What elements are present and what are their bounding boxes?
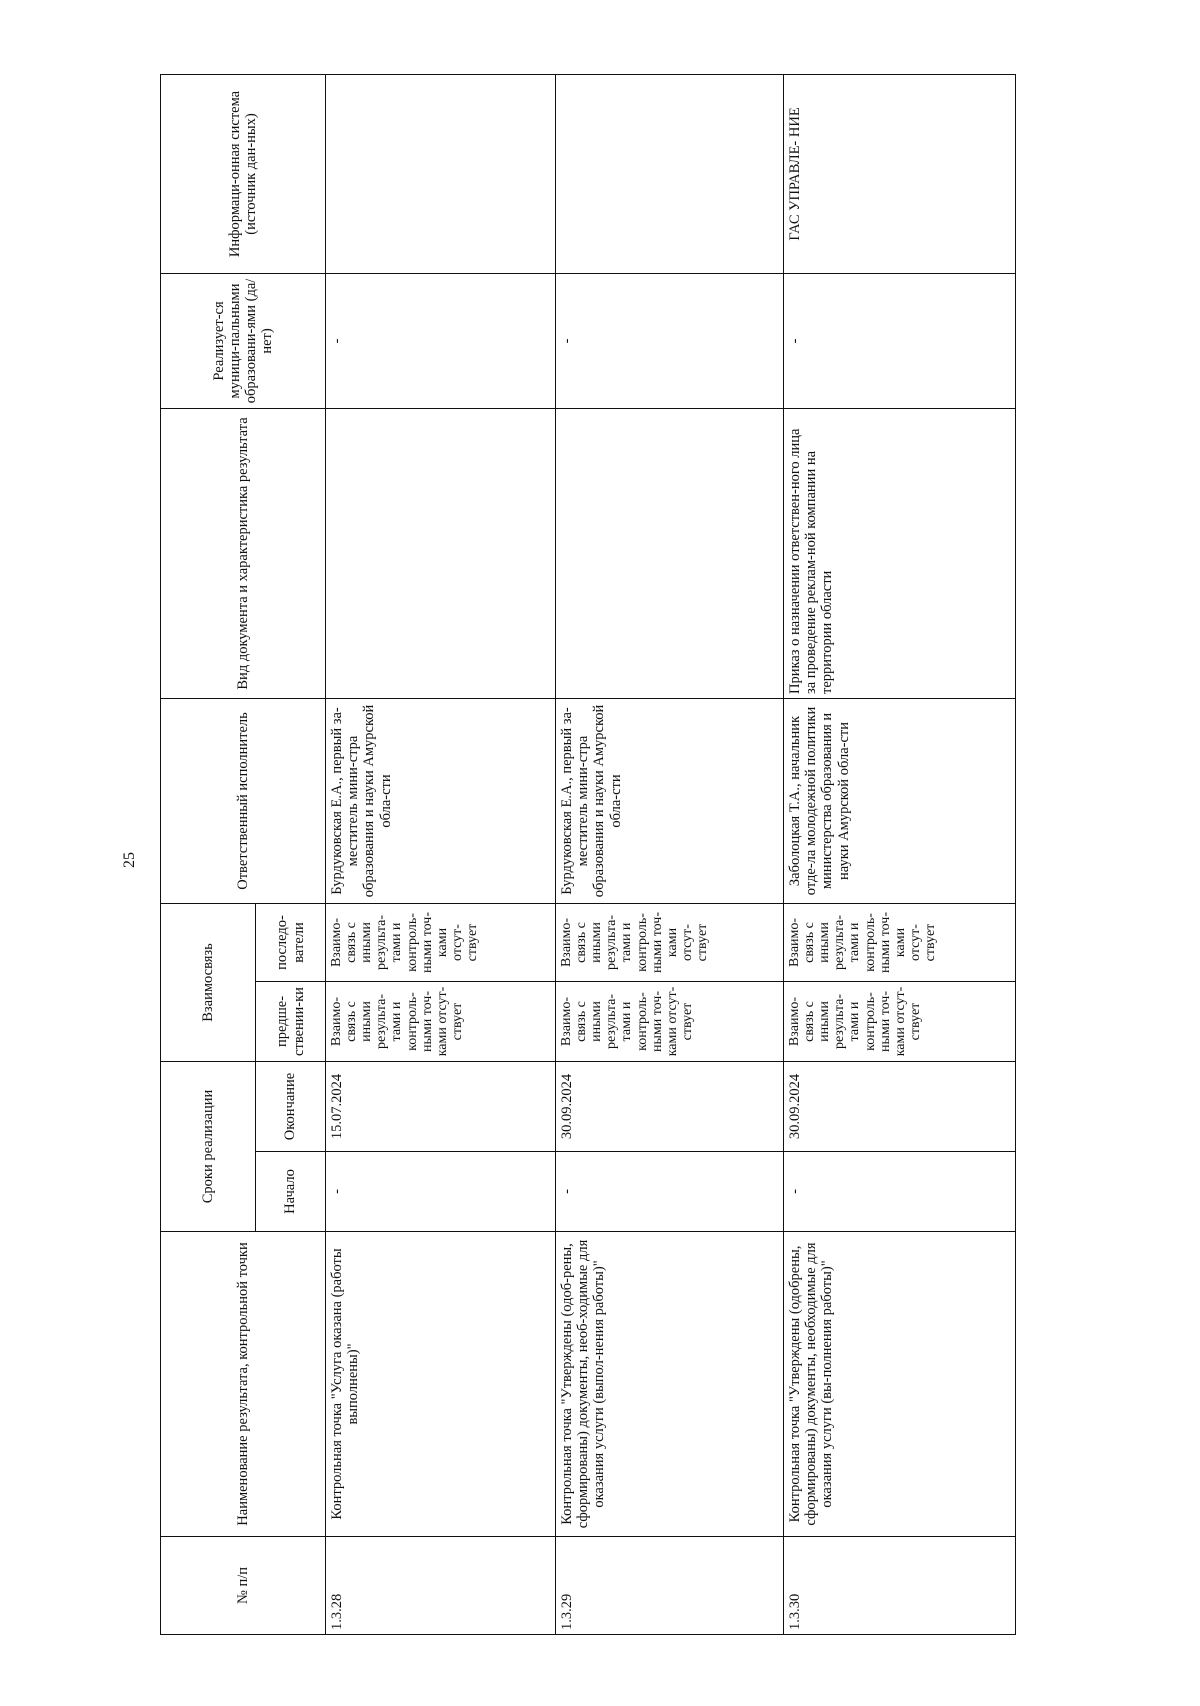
row-successors: Взаимо-связь с иными результа-тами и контроль-ными точ-ками отсут-ствует bbox=[326, 903, 556, 981]
header-municipal: Реализует-ся муници-пальными образовани-ями (да/нет) bbox=[161, 273, 326, 408]
header-relation: Взаимосвязь bbox=[161, 903, 256, 1061]
header-info-system: Информаци-онная система (источник дан-ных) bbox=[161, 74, 326, 273]
row-predecessors: Взаимо-связь с иными результа-тами и контроль-ными точ-ками отсут-ствует bbox=[556, 982, 784, 1062]
row-num: 1.3.30 bbox=[784, 1537, 1016, 1635]
header-name: Наименование результата, контрольной точки bbox=[161, 1232, 326, 1537]
header-num: № п/п bbox=[161, 1537, 326, 1635]
header-doc-type: Вид документа и характеристика результата bbox=[161, 408, 326, 698]
row-end: 30.09.2024 bbox=[556, 1062, 784, 1152]
row-num: 1.3.29 bbox=[556, 1537, 784, 1635]
row-info-system: ГАС УПРАВЛЕ- НИЕ bbox=[784, 74, 1016, 273]
row-start: - bbox=[326, 1152, 556, 1232]
row-successors: Взаимо-связь с иными результа-тами и контроль-ными точ-ками отсут-ствует bbox=[784, 903, 1016, 981]
row-doc-type: Приказ о назначении ответствен-ного лица за проведение реклам-ной компании на территории области bbox=[784, 408, 1016, 698]
row-num: 1.3.28 bbox=[326, 1537, 556, 1635]
row-end: 15.07.2024 bbox=[326, 1062, 556, 1152]
header-start: Начало bbox=[256, 1152, 326, 1232]
row-name: Контрольная точка "Утверждены (одоб-рены, сформированы) документы, необ-ходимые для оказания услуги (выпол-нения работы)" bbox=[556, 1232, 784, 1537]
table-header-row-1 bbox=[161, 74, 256, 1634]
row-municipal: - bbox=[556, 273, 784, 408]
row-executor: Бурдуковская Е.А., первый за-меститель мини-стра образования и науки Амурской обла-сти bbox=[326, 698, 556, 903]
header-terms: Сроки реализации bbox=[161, 1062, 256, 1232]
row-doc-type bbox=[556, 408, 784, 698]
row-predecessors: Взаимо-связь с иными результа-тами и контроль-ными точ-ками отсут-ствует bbox=[326, 982, 556, 1062]
row-successors: Взаимо-связь с иными результа-тами и контроль-ными точ-ками отсут-ствует bbox=[556, 903, 784, 981]
row-end: 30.09.2024 bbox=[784, 1062, 1016, 1152]
table-wrapper bbox=[160, 75, 1015, 1635]
row-doc-type bbox=[326, 408, 556, 698]
row-executor: Заболоцкая Т.А., начальник отде-ла молодежной политики министерства образования и науки Амурской обла-сти bbox=[784, 698, 1016, 903]
row-name: Контрольная точка "Утверждены (одобрены, сформированы) документы, необходимые для оказания услуги (вы-полнения работы)" bbox=[784, 1232, 1016, 1537]
row-start: - bbox=[784, 1152, 1016, 1232]
header-executor: Ответственный исполнитель bbox=[161, 698, 326, 903]
table-row bbox=[784, 74, 1016, 1634]
header-end: Окончание bbox=[256, 1062, 326, 1152]
row-executor: Бурдуковская Е.А., первый за-меститель мини-стра образования и науки Амурской обла-сти bbox=[556, 698, 784, 903]
row-municipal: - bbox=[326, 273, 556, 408]
row-info-system bbox=[556, 74, 784, 273]
table-row bbox=[556, 74, 784, 1634]
page-number: 25 bbox=[121, 852, 138, 868]
rotated-table-sheet bbox=[160, 75, 1015, 1635]
row-municipal: - bbox=[784, 273, 1016, 408]
row-info-system bbox=[326, 74, 556, 273]
row-start: - bbox=[556, 1152, 784, 1232]
header-successors: последо-ватели bbox=[256, 903, 326, 981]
row-predecessors: Взаимо-связь с иными результа-тами и контроль-ными точ-ками отсут-ствует bbox=[784, 982, 1016, 1062]
header-predecessors: предше-ствении-ки bbox=[256, 982, 326, 1062]
table-row bbox=[326, 74, 556, 1634]
control-points-table bbox=[160, 74, 1016, 1635]
row-name: Контрольная точка "Услуга оказана (работы выполнены)" bbox=[326, 1232, 556, 1537]
